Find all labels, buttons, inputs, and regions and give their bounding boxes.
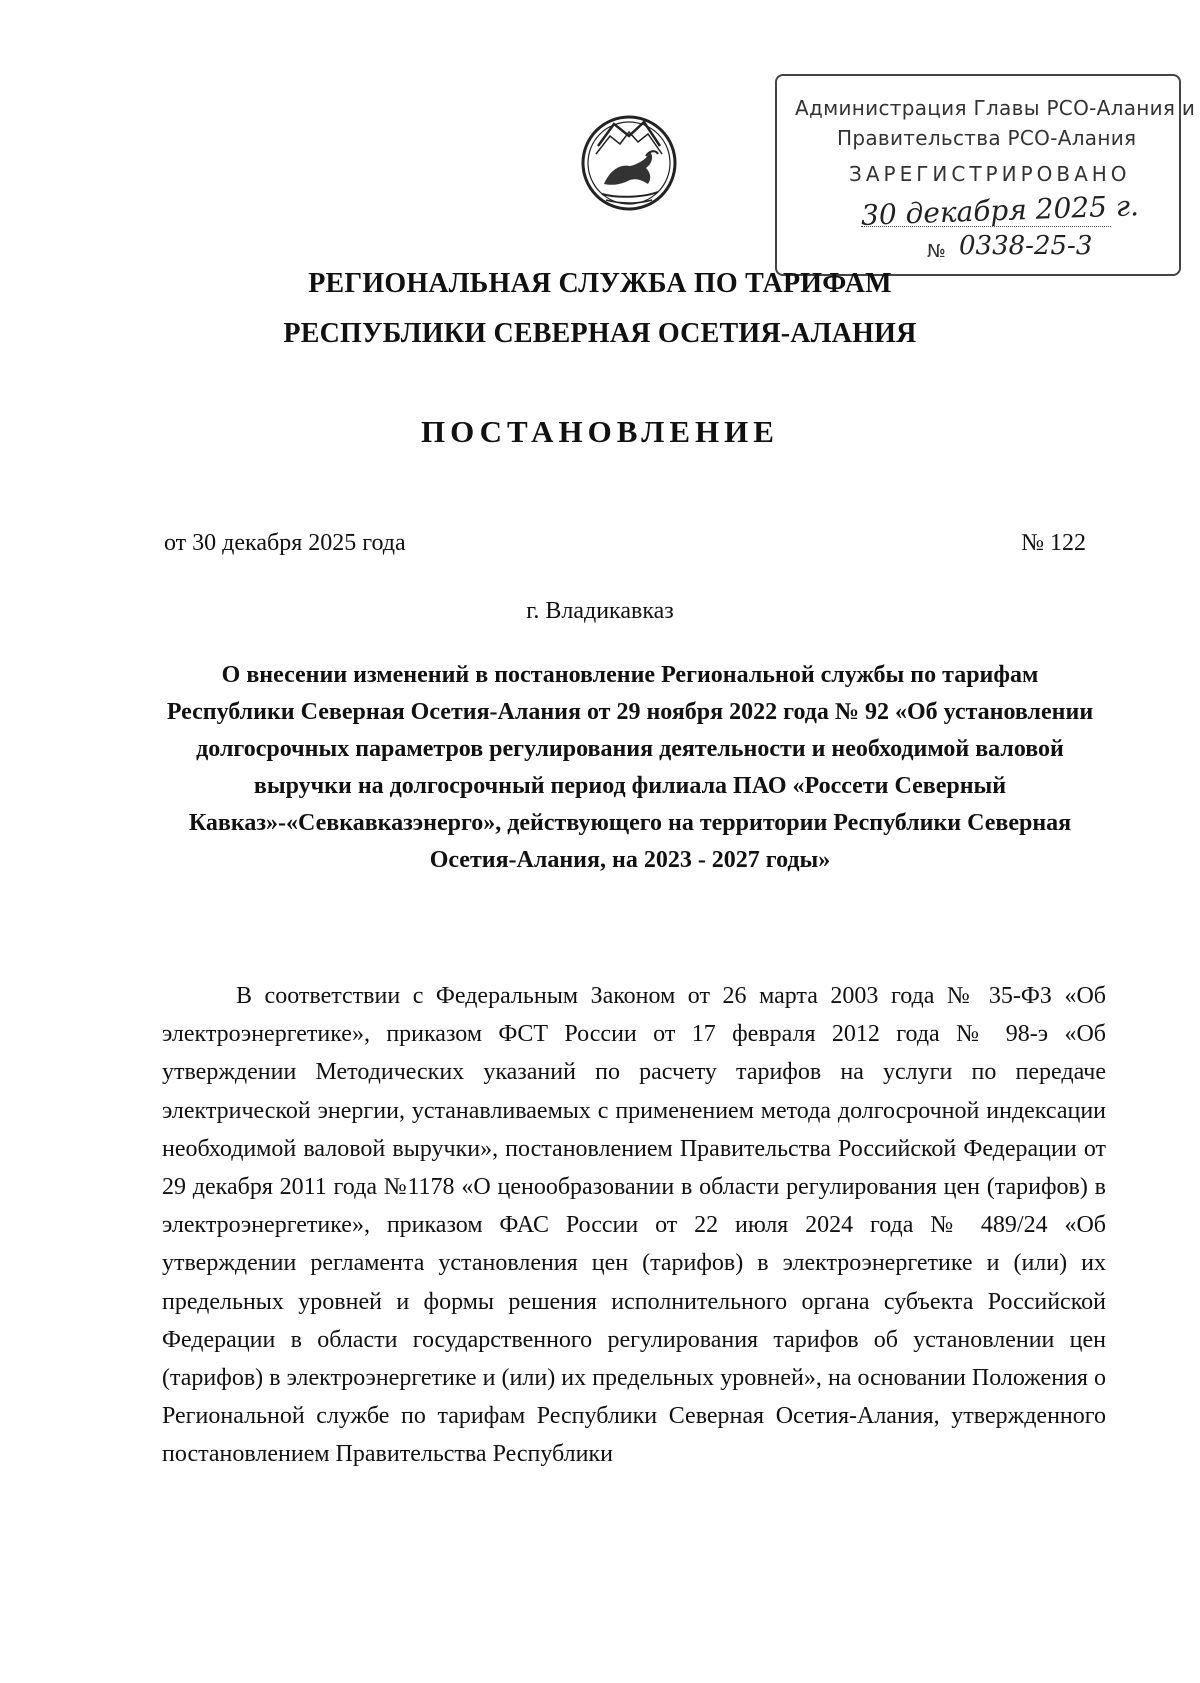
registration-stamp [775,74,1196,276]
document-date: от 30 декабря 2025 года [164,530,406,556]
document-subject: О внесении изменений в постановление Региональной службы по тарифам Республики Северная Осетия-Алания от 29 ноября 2022 года № 92 «Об установлении долгосрочных параметров регулирования деятельности и необходимой валовой выручки на долгосрочный период филиала ПАО «Россети Северный Кавказ»-«Севкавказэнерго», действующего на территории Республики Северная Осетия-Алания, на 2023 - 2027 годы» [166,662,1094,873]
stamp-authority-line2: Правительства РСО-Алания [837,126,1137,150]
coat-of-arms-emblem [576,106,682,216]
document-city: г. Владикавказ [526,598,674,624]
org-name-line2: РЕСПУБЛИКИ СЕВЕРНАЯ ОСЕТИЯ-АЛАНИЯ [283,318,917,349]
org-name-line1: РЕГИОНАЛЬНАЯ СЛУЖБА ПО ТАРИФАМ [308,268,892,299]
stamp-handwritten-number: 0338-25-3 [959,231,1093,261]
stamp-handwritten-date: 30 декабря 2025 г. [860,189,1140,232]
stamp-registered-label: ЗАРЕГИСТРИРОВАНО [849,162,1131,186]
body-paragraph: В соответствии с Федеральным Законом от 26 марта 2003 года № 35-ФЗ «Об электроэнергетике», приказом ФСТ России от 17 февраля 2012 года № 98-э «Об утверждении Методических указаний по расчету тарифов на услуги по передаче электрической энергии, устанавливаемых с применением метода долгосрочной индексации необходимой валовой выручки», постановлением Правительства Российской Федерации от 29 декабря 2011 года №1178 «О ценообразовании в области регулирования цен (тарифов) в электроэнергетике», приказом ФАС России от 22 июля 2024 года № 489/24 «Об утверждении регламента установления цен (тарифов) в электроэнергетике и (или) их предельных уровней и формы решения исполнительного органа субъекта Российской Федерации в области государственного регулирования тарифов об установлении цен (тарифов) в электроэнергетике и (или) их предельных уровней», на основании Положения о Региональной службе по тарифам Республики Северная Осетия-Алания, утвержденного постановлением Правительства Республики [162,983,1106,1468]
document-number: № 122 [1021,530,1086,556]
stamp-authority-line1: Администрация Главы РСО-Алания и [795,96,1196,120]
document-type-title: ПОСТАНОВЛЕНИЕ [421,414,779,449]
stamp-date-line [861,226,1111,227]
stamp-number-label: № [927,241,946,262]
